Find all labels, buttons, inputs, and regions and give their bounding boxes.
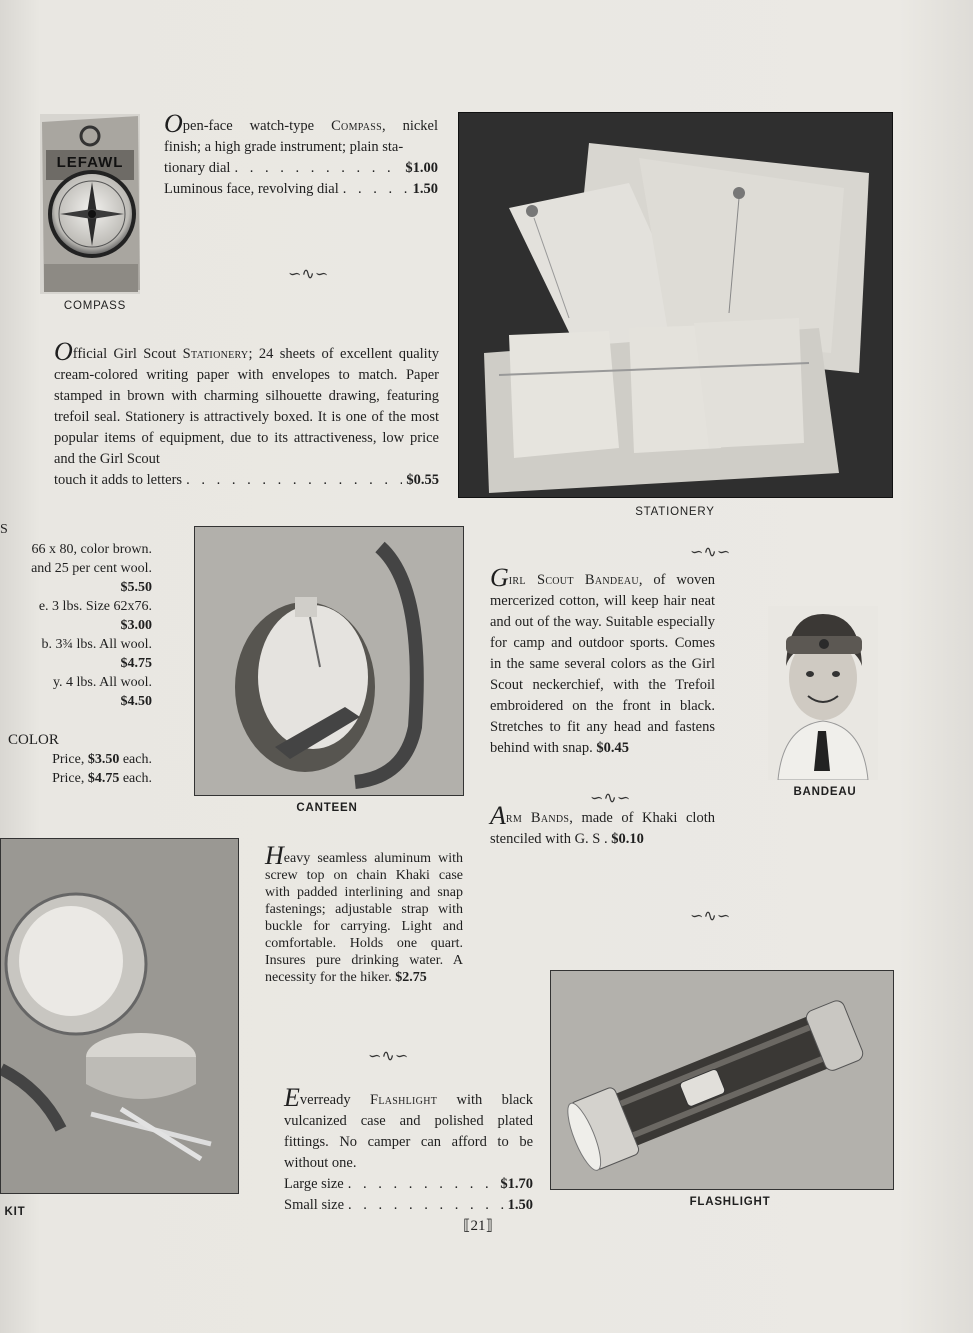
compass-dropcap: O [164,109,183,138]
canteen-caption: CANTEEN [296,802,358,814]
armbands-dropcap: A [490,801,506,830]
flashlight-lead: verready [299,1092,370,1108]
ornament-2: ∽∿∽ [690,544,731,561]
stationery-rest: ; 24 sheets of excellent quality cream-colored writing paper with envelopes to match. Paper stamped in brown with charming silhouette drawing, featuring trefoil seal. Stationery is attractively boxed. It is one of the most popular items of equipment, due to its attractiveness, low price and the Girl Scout [54,346,439,467]
stationery-dropcap: O [54,337,73,366]
blankets-color-line-1 [0,750,152,769]
color-line-2-suffix: each. [122,771,152,786]
compass-line2-price: 1.50 [412,181,438,197]
flashlight-line1-price: $1.70 [500,1176,533,1192]
stationery-last-label: touch it adds to letters [54,472,183,488]
stationery-lead: fficial Girl Scout [72,346,183,362]
blankets-line-4: b. 3¾ lbs. All wool. [41,637,152,652]
stationery-name: Stationery [182,346,249,362]
flashlight-description [284,1083,533,1216]
ornament-1: ∽∿∽ [288,266,329,283]
blankets-color-heading: COLOR [8,732,59,748]
compass-logo-text: LEFAWL [56,154,124,171]
canteen-text: eavy seamless aluminum with screw top on chain Khaki case with padded interlining and snap fastenings; adjustable strap with buckle for carrying. Light and comfortable. Holds one quart. Insures pure drinking water. A necessity for the hiker. [265,851,463,985]
stationery-description [54,337,439,491]
blankets-fragment [0,520,152,788]
page-number-bracket-left: ⟦ [463,1218,471,1234]
flashlight-price-small [284,1195,533,1216]
blankets-price-3: $4.75 [120,656,152,671]
bandeau-caption: BANDEAU [793,786,857,798]
flashlight-line2-label: Small size [284,1197,345,1213]
compass-name: Compass [331,118,382,134]
stationery-price: $0.55 [406,472,439,488]
color-line-2-label: Price, [52,771,85,786]
blankets-heading-tail: S [0,522,8,537]
bandeau-lead: irl Scout [508,572,585,588]
blankets-color-line-2 [0,769,152,788]
flashlight-line2-price: 1.50 [507,1197,533,1213]
stationery-caption: STATIONERY [635,506,715,518]
canteen-description [265,841,463,986]
flashlight-price-large [284,1174,533,1195]
canteen-price: $2.75 [395,970,427,985]
flashlight-photo [550,970,894,1190]
flashlight-dropcap: E [284,1083,300,1112]
bandeau-price: $0.45 [596,740,629,756]
blankets-line-1: 66 x 80, color brown. [31,542,152,557]
flashlight-name: Flashlight [369,1092,438,1108]
ornament-5: ∽∿∽ [690,908,731,925]
page-number-value: 21 [470,1218,486,1234]
stationery-price-line [54,470,439,491]
kit-caption: KIT [4,1206,26,1218]
bandeau-description [490,563,715,759]
compass-rest: , nickel finish; a high grade instrument; plain sta- [164,118,438,155]
compass-line1-label: tionary dial [164,160,231,176]
armbands-description [490,801,715,850]
compass-price-luminous [164,179,438,200]
compass-line2-label: Luminous face, revolving dial [164,181,339,197]
bandeau-dropcap: G [490,563,509,592]
compass-caption: COMPASS [63,300,127,312]
compass-price-stationary [164,158,438,179]
blankets-price-4: $4.50 [120,694,152,709]
flashlight-rest: with black vulcanized case and polished plated fittings. No camper can afford to be without one. [284,1092,533,1171]
ornament-4: ∽∿∽ [368,1048,409,1065]
blankets-line-5: y. 4 lbs. All wool. [52,675,152,690]
blankets-price-2: $3.00 [120,618,152,633]
color-line-1-price: $3.50 [87,752,120,767]
page-number [448,1216,508,1235]
color-line-2-price: $4.75 [87,771,120,786]
bandeau-photo [768,606,878,780]
ornament-3: ∽∿∽ [590,790,631,807]
compass-description [164,109,438,200]
armbands-price: $0.10 [611,831,644,847]
compass-lead: pen-face watch-type [182,118,332,134]
armbands-name: rm Bands [505,810,570,826]
bandeau-name: Bandeau [584,572,639,588]
color-line-1-suffix: each. [122,752,152,767]
bandeau-rest: , of woven mercerized cotton, will keep hair neat and out of the way. Suitable especially for camp and outdoor sports. Comes in the same several colors as the Girl Scout neckerchief, with the Trefoil embroidered on the front in black. Stretches to fit any head and fastens behind with snap. [490,572,715,756]
compass-line1-price: $1.00 [405,160,438,176]
blankets-line-2: and 25 per cent wool. [31,561,152,576]
compass-photo [40,114,140,294]
color-line-1-label: Price, [52,752,85,767]
blankets-price-1: $5.50 [120,580,152,595]
flashlight-caption: FLASHLIGHT [689,1196,771,1208]
page-number-bracket-right: ⟧ [485,1218,493,1234]
armbands-rest: , made of Khaki cloth stenciled with G. S . [490,810,715,847]
blankets-line-3: e. 3 lbs. Size 62x76. [38,599,152,614]
canteen-dropcap: H [265,841,284,870]
flashlight-line1-label: Large size [284,1176,344,1192]
stationery-photo [458,112,893,498]
canteen-photo [194,526,464,796]
kit-photo [0,838,239,1194]
